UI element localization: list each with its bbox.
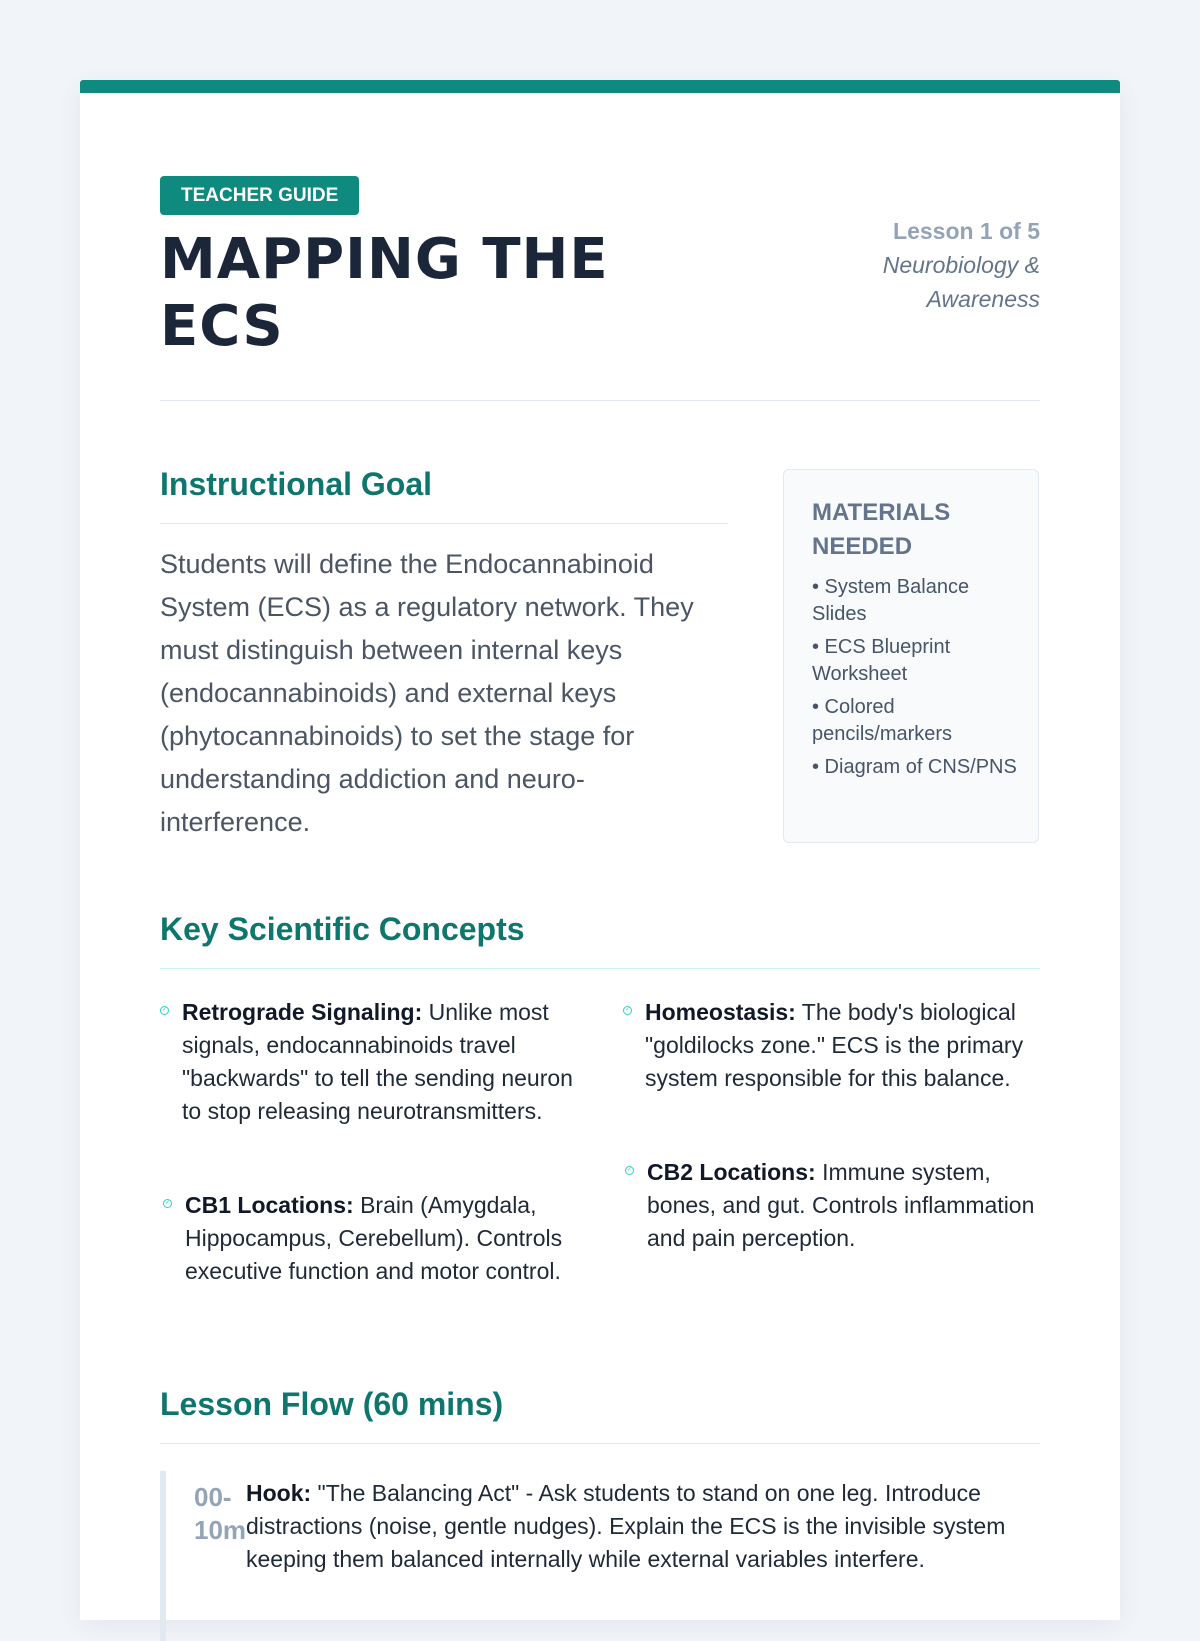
- concept-description: The body's biological "goldilocks zone." ECS is the primary system responsible for this balance.: [645, 999, 1024, 1091]
- materials-panel: [783, 469, 1039, 843]
- lesson-flow-divider: [160, 1443, 1040, 1444]
- check-circle-icon: ✓: [164, 1200, 171, 1206]
- lesson-flow-term: Hook:: [246, 1480, 312, 1506]
- concept-cb1-locations: [164, 1189, 575, 1288]
- materials-item: • Diagram of CNS/PNS: [812, 756, 1017, 778]
- lesson-meta: [800, 214, 1040, 316]
- page-title: MAPPING THE ECS: [160, 227, 609, 359]
- materials-item: • Colored pencils/markers: [812, 696, 953, 745]
- concept-cb2-locations: [626, 1156, 1037, 1255]
- page-header: [160, 176, 1040, 480]
- materials-item: • System Balance Slides: [812, 576, 970, 625]
- card-accent-bar: [80, 80, 1120, 93]
- lesson-flow-time: 00-10m: [194, 1482, 247, 1545]
- lesson-flow-description: [246, 1477, 1006, 1576]
- check-circle-icon: ✓: [624, 1007, 631, 1013]
- instructional-goal-text: Students will define the Endocannabinoid System (ECS) as a regulatory network. They must distinguish between internal keys (endocannabinoids) and external keys (phytocannabinoids) to set the stage for understanding addiction and neuro-interference.: [160, 549, 694, 837]
- lesson-flow-heading: Lesson Flow (60 mins): [160, 1386, 504, 1422]
- materials-item: • ECS Blueprint Worksheet: [812, 636, 951, 685]
- concept-homeostasis: [624, 996, 1045, 1095]
- concept-description: Immune system, bones, and gut. Controls inflammation and pain perception.: [647, 1159, 1035, 1251]
- concept-term: CB1 Locations:: [185, 1192, 354, 1218]
- concept-description: Unlike most signals, endocannabinoids travel "backwards" to tell the sending neuron to stop releasing neurotransmitters.: [182, 999, 573, 1124]
- teacher-guide-badge: TEACHER GUIDE: [160, 176, 359, 215]
- lesson-guide-card: [80, 80, 1120, 1620]
- instructional-goal-divider: [160, 523, 728, 524]
- key-concepts-heading: Key Scientific Concepts: [160, 911, 525, 947]
- concept-term: Homeostasis:: [645, 999, 796, 1025]
- materials-list: [812, 574, 1018, 781]
- key-concepts-divider: [160, 968, 1040, 969]
- concept-term: CB2 Locations:: [647, 1159, 816, 1185]
- header-divider: [160, 400, 1040, 401]
- lesson-flow-step: [160, 1471, 1040, 1641]
- lesson-flow-text: "The Balancing Act" - Ask students to stand on one leg. Introduce distractions (noise, gentle nudges). Explain the ECS is the invisible system keeping them balanced internally while external variables interfere.: [246, 1480, 1006, 1572]
- concept-term: Retrograde Signaling:: [182, 999, 423, 1025]
- check-circle-icon: ✓: [161, 1007, 168, 1013]
- check-circle-icon: ✓: [626, 1167, 633, 1173]
- materials-heading: MATERIALS NEEDED: [812, 499, 951, 560]
- concept-description: Brain (Amygdala, Hippocampus, Cerebellum). Controls executive function and motor control.: [185, 1192, 563, 1284]
- lesson-unit: Neurobiology & Awareness: [882, 252, 1040, 312]
- concept-retrograde-signaling: [161, 996, 582, 1128]
- instructional-goal-heading: Instructional Goal: [160, 466, 433, 502]
- lesson-number: Lesson 1 of 5: [893, 218, 1040, 244]
